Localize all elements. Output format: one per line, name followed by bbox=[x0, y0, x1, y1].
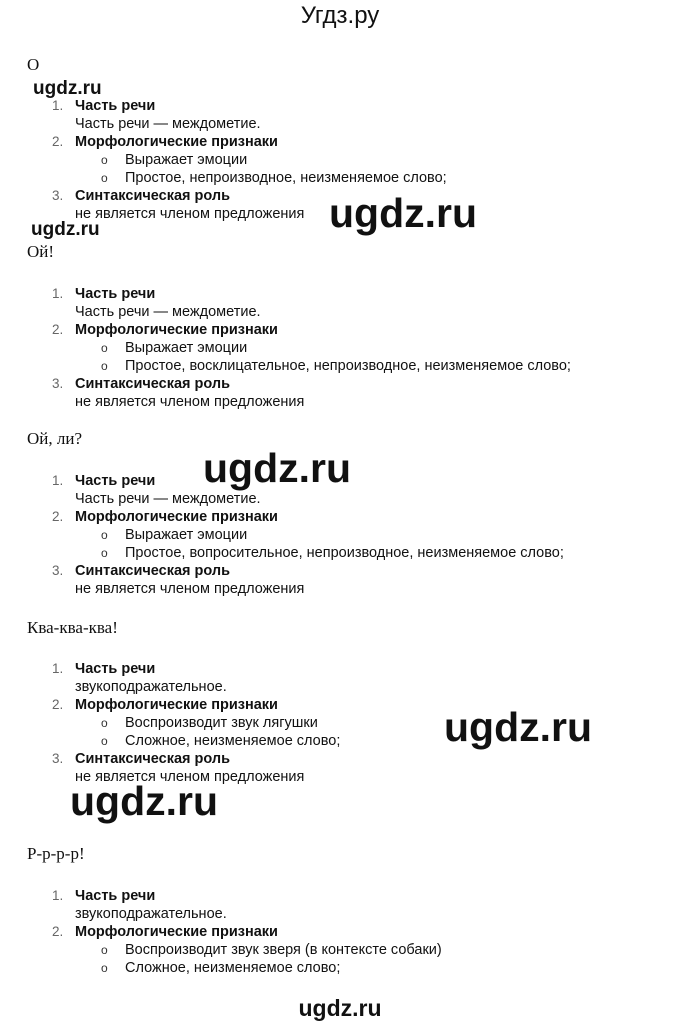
item-heading: Синтаксическая роль bbox=[75, 751, 230, 767]
list-number: 3. bbox=[52, 376, 64, 391]
bullet-item: o Выражает эмоции bbox=[101, 152, 248, 168]
item-text: не является членом предложения bbox=[75, 581, 305, 597]
item-heading: Часть речи bbox=[75, 661, 156, 677]
item-heading: Синтаксическая роль bbox=[75, 376, 230, 392]
item-heading: Часть речи bbox=[75, 98, 156, 114]
bullet-icon: o bbox=[101, 171, 108, 185]
bullet-item: o Воспроизводит звук зверя (в контексте собаки) bbox=[101, 942, 442, 958]
bullet-item: o Простое, восклицательное, непроизводное, неизменяемое слово; bbox=[101, 358, 571, 374]
word-heading: Ой! bbox=[27, 242, 55, 261]
word-heading: Ква-ква-ква! bbox=[27, 618, 118, 637]
analysis-list bbox=[52, 887, 442, 977]
list-number: 2. bbox=[52, 134, 64, 149]
item-heading: Морфологические признаки bbox=[75, 322, 278, 338]
item-heading: Синтаксическая роль bbox=[75, 563, 230, 579]
word-heading: О bbox=[27, 55, 40, 74]
list-number: 1. bbox=[52, 661, 64, 676]
item-text: звукоподражательное. bbox=[75, 906, 227, 922]
item-text: Часть речи — междометие. bbox=[75, 304, 261, 320]
list-number: 1. bbox=[52, 286, 64, 301]
list-number: 1. bbox=[52, 98, 64, 113]
bullet-icon: o bbox=[101, 153, 108, 167]
watermark: ugdz.ru bbox=[203, 445, 352, 491]
item-heading: Часть речи bbox=[75, 888, 156, 904]
item-heading: Морфологические признаки bbox=[75, 134, 278, 150]
bullet-item: o Простое, непроизводное, неизменяемое слово; bbox=[101, 170, 447, 186]
watermark: ugdz.ru bbox=[70, 778, 219, 824]
analysis-list bbox=[52, 660, 341, 786]
watermark: ugdz.ru bbox=[329, 190, 478, 236]
list-number: 3. bbox=[52, 563, 64, 578]
bullet-icon: o bbox=[101, 716, 108, 730]
bullet-icon: o bbox=[101, 546, 108, 560]
bullet-icon: o bbox=[101, 528, 108, 542]
item-heading: Морфологические признаки bbox=[75, 924, 278, 940]
watermark: ugdz.ru bbox=[444, 704, 593, 750]
item-text: звукоподражательное. bbox=[75, 679, 227, 695]
list-number: 3. bbox=[52, 188, 64, 203]
site-title: Угдз.ру bbox=[300, 2, 380, 29]
watermark: ugdz.ru bbox=[33, 78, 102, 99]
item-text: Часть речи — междометие. bbox=[75, 116, 261, 132]
list-number: 2. bbox=[52, 322, 64, 337]
watermark: ugdz.ru bbox=[31, 219, 100, 240]
list-number: 2. bbox=[52, 697, 64, 712]
list-number: 3. bbox=[52, 751, 64, 766]
list-number: 1. bbox=[52, 888, 64, 903]
item-text: Часть речи — междометие. bbox=[75, 491, 261, 507]
list-number: 2. bbox=[52, 924, 64, 939]
bullet-icon: o bbox=[101, 359, 108, 373]
bullet-item: o Сложное, неизменяемое слово; bbox=[101, 733, 341, 749]
item-heading: Часть речи bbox=[75, 473, 156, 489]
analysis-list bbox=[52, 472, 564, 598]
item-text: не является членом предложения bbox=[75, 394, 305, 410]
word-heading: Р-р-р-р! bbox=[27, 844, 85, 863]
bullet-item: o Сложное, неизменяемое слово; bbox=[101, 960, 341, 976]
word-heading: Ой, ли? bbox=[27, 429, 83, 448]
bullet-item: o Выражает эмоции bbox=[101, 340, 248, 356]
bullet-item: o Простое, вопросительное, непроизводное, неизменяемое слово; bbox=[101, 545, 564, 561]
bullet-icon: o bbox=[101, 734, 108, 748]
item-heading: Морфологические признаки bbox=[75, 509, 278, 525]
bullet-icon: o bbox=[101, 943, 108, 957]
list-number: 2. bbox=[52, 509, 64, 524]
footer-watermark: ugdz.ru bbox=[298, 995, 382, 1021]
item-heading: Часть речи bbox=[75, 286, 156, 302]
analysis-list bbox=[52, 285, 571, 411]
item-heading: Синтаксическая роль bbox=[75, 188, 230, 204]
bullet-item: o Выражает эмоции bbox=[101, 527, 248, 543]
bullet-item: o Воспроизводит звук лягушки bbox=[101, 715, 318, 731]
bullet-icon: o bbox=[101, 341, 108, 355]
bullet-icon: o bbox=[101, 961, 108, 975]
item-text: не является членом предложения bbox=[75, 206, 305, 222]
item-text: не является членом предложения bbox=[75, 769, 305, 785]
list-number: 1. bbox=[52, 473, 64, 488]
item-heading: Морфологические признаки bbox=[75, 697, 278, 713]
